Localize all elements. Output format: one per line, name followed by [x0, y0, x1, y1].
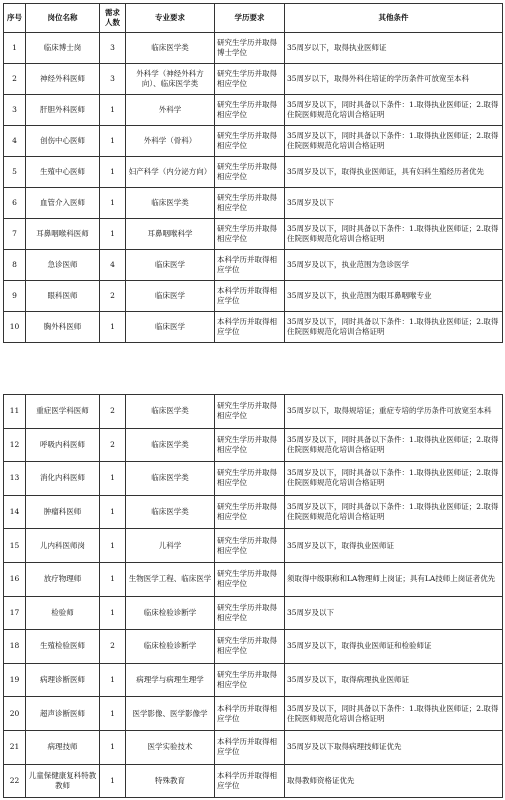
cell-seq: 9 — [4, 281, 26, 312]
cell-seq: 2 — [4, 64, 26, 95]
cell-other: 35周岁及以下，同时具备以下条件：1.取得执业医师证；2.取得住院医师规范化培训合格证明 — [285, 428, 503, 462]
cell-seq: 10 — [4, 312, 26, 343]
cell-degree: 研究生学历并取得相应学位 — [215, 95, 285, 126]
cell-degree: 本科学历并取得相应学位 — [215, 312, 285, 343]
cell-count: 1 — [100, 188, 126, 219]
cell-position: 胸外科医师 — [26, 312, 100, 343]
cell-other: 35周岁及以下，同时具备以下条件：1.取得执业医师证；2.取得住院医师规范化培训合格证明 — [285, 697, 503, 731]
cell-seq: 5 — [4, 157, 26, 188]
header-degree: 学历要求 — [215, 4, 285, 33]
cell-position: 超声诊断医师 — [26, 697, 100, 731]
cell-count: 2 — [100, 281, 126, 312]
cell-major: 耳鼻咽喉科学 — [126, 219, 215, 250]
cell-other: 35周岁及以下，取得执业医师证，具有妇科生殖经历者优先 — [285, 157, 503, 188]
cell-position: 耳鼻咽喉科医师 — [26, 219, 100, 250]
cell-count: 1 — [100, 312, 126, 343]
cell-seq: 15 — [4, 529, 26, 563]
cell-other: 35周岁及以下，同时具备以下条件：1.取得执业医师证；2.取得住院医师规范化培训合格证明 — [285, 462, 503, 496]
table-header-row — [4, 4, 503, 33]
cell-position: 放疗物理师 — [26, 562, 100, 596]
cell-seq: 7 — [4, 219, 26, 250]
cell-degree: 本科学历并取得相应学位 — [215, 764, 285, 798]
cell-seq: 22 — [4, 764, 26, 798]
cell-count: 1 — [100, 764, 126, 798]
table-row — [4, 630, 503, 664]
recruitment-table-part1 — [3, 3, 503, 343]
cell-degree: 研究生学历并取得相应学位 — [215, 428, 285, 462]
cell-position: 病理技师 — [26, 730, 100, 764]
cell-seq: 12 — [4, 428, 26, 462]
cell-position: 消化内科医师 — [26, 462, 100, 496]
cell-position: 呼吸内科医师 — [26, 428, 100, 462]
cell-other: 35周岁及以下，取得病理执业医师证 — [285, 663, 503, 697]
cell-other: 35周岁及以下，取得执业医师证 — [285, 529, 503, 563]
cell-major: 外科学（神经外科方向）、临床医学类 — [126, 64, 215, 95]
table-row — [4, 428, 503, 462]
cell-degree: 本科学历并取得相应学位 — [215, 697, 285, 731]
cell-degree: 研究生学历并取得相应学位 — [215, 395, 285, 429]
table-row — [4, 697, 503, 731]
cell-major: 临床医学 — [126, 281, 215, 312]
table-row — [4, 395, 503, 429]
cell-major: 临床医学类 — [126, 495, 215, 529]
cell-major: 临床检验诊断学 — [126, 596, 215, 630]
cell-count: 3 — [100, 33, 126, 64]
cell-seq: 18 — [4, 630, 26, 664]
cell-other: 35周岁及以下，同时具备以下条件：1.取得执业医师证；2.取得住院医师规范化培训合格证明 — [285, 219, 503, 250]
cell-degree: 研究生学历并取得相应学位 — [215, 157, 285, 188]
cell-count: 2 — [100, 395, 126, 429]
cell-seq: 17 — [4, 596, 26, 630]
table-row — [4, 596, 503, 630]
cell-major: 病理学与病理生理学 — [126, 663, 215, 697]
cell-position: 血管介入医师 — [26, 188, 100, 219]
cell-seq: 11 — [4, 395, 26, 429]
cell-other: 35周岁及以下取得病理技师证优先 — [285, 730, 503, 764]
cell-seq: 14 — [4, 495, 26, 529]
cell-other: 35周岁及以下，同时具备以下条件：1.取得执业医师证；2.取得住院医师规范化培训合格证明 — [285, 95, 503, 126]
cell-count: 1 — [100, 95, 126, 126]
cell-major: 临床医学类 — [126, 188, 215, 219]
table-row — [4, 95, 503, 126]
cell-position: 临床博士岗 — [26, 33, 100, 64]
cell-major: 医学实验技术 — [126, 730, 215, 764]
cell-degree: 研究生学历并取得博士学位 — [215, 33, 285, 64]
cell-degree: 本科学历并取得相应学位 — [215, 730, 285, 764]
table-row — [4, 529, 503, 563]
cell-position: 眼科医师 — [26, 281, 100, 312]
cell-major: 外科学（骨科） — [126, 126, 215, 157]
cell-degree: 研究生学历并取得相应学位 — [215, 64, 285, 95]
cell-other: 35周岁以下，取得规培证；重症专培的学历条件可放宽至本科 — [285, 395, 503, 429]
cell-seq: 8 — [4, 250, 26, 281]
cell-position: 生殖中心医师 — [26, 157, 100, 188]
recruitment-table-part2 — [3, 394, 503, 798]
cell-other: 35周岁及以下，取得执业医师证和检验师证 — [285, 630, 503, 664]
cell-other: 35周岁及以下 — [285, 188, 503, 219]
cell-count: 1 — [100, 462, 126, 496]
cell-count: 1 — [100, 495, 126, 529]
cell-degree: 本科学历并取得相应学位 — [215, 281, 285, 312]
cell-major: 医学影像、医学影像学 — [126, 697, 215, 731]
cell-other: 须取得中级职称和LA物理师上岗证；具有LA技师上岗证者优先 — [285, 562, 503, 596]
cell-degree: 研究生学历并取得相应学位 — [215, 219, 285, 250]
cell-count: 3 — [100, 64, 126, 95]
cell-position: 急诊医师 — [26, 250, 100, 281]
cell-degree: 研究生学历并取得相应学位 — [215, 188, 285, 219]
cell-seq: 4 — [4, 126, 26, 157]
cell-other: 取得教师资格证优先 — [285, 764, 503, 798]
cell-major: 临床医学类 — [126, 428, 215, 462]
cell-seq: 16 — [4, 562, 26, 596]
table-row — [4, 764, 503, 798]
cell-seq: 6 — [4, 188, 26, 219]
cell-position: 肿瘤科医师 — [26, 495, 100, 529]
cell-other: 35周岁及以下，同时具备以下条件：1.取得执业医师证；2.取得住院医师规范化培训合格证明 — [285, 126, 503, 157]
cell-other: 35周岁及以下，同时具备以下条件：1.取得执业医师证；2.取得住院医师规范化培训合格证明 — [285, 312, 503, 343]
page-break — [0, 369, 505, 394]
table-row — [4, 250, 503, 281]
cell-other: 35周岁及以下 — [285, 596, 503, 630]
cell-count: 1 — [100, 596, 126, 630]
cell-count: 2 — [100, 428, 126, 462]
cell-major: 临床医学类 — [126, 33, 215, 64]
cell-degree: 研究生学历并取得相应学位 — [215, 126, 285, 157]
cell-major: 临床检验诊断学 — [126, 630, 215, 664]
cell-count: 1 — [100, 529, 126, 563]
table-row — [4, 188, 503, 219]
cell-count: 1 — [100, 157, 126, 188]
header-seq: 序号 — [4, 4, 26, 33]
cell-count: 1 — [100, 562, 126, 596]
cell-degree: 研究生学历并取得相应学位 — [215, 562, 285, 596]
table-row — [4, 33, 503, 64]
cell-seq: 20 — [4, 697, 26, 731]
cell-major: 特殊教育 — [126, 764, 215, 798]
table-row — [4, 64, 503, 95]
cell-other: 35周岁及以下，执业范围为急诊医学 — [285, 250, 503, 281]
cell-seq: 21 — [4, 730, 26, 764]
table-row — [4, 312, 503, 343]
cell-position: 儿童保健康复科特教教师 — [26, 764, 100, 798]
cell-degree: 研究生学历并取得相应学位 — [215, 529, 285, 563]
cell-count: 4 — [100, 250, 126, 281]
cell-count: 1 — [100, 697, 126, 731]
cell-degree: 研究生学历并取得相应学位 — [215, 630, 285, 664]
header-major: 专业要求 — [126, 4, 215, 33]
header-count: 需求人数 — [100, 4, 126, 33]
cell-other: 35周岁及以下，同时具备以下条件：1.取得执业医师证；2.取得住院医师规范化培训合格证明 — [285, 495, 503, 529]
table-row — [4, 562, 503, 596]
header-other: 其他条件 — [285, 4, 503, 33]
table-row — [4, 495, 503, 529]
table-row — [4, 663, 503, 697]
cell-major: 临床医学类 — [126, 462, 215, 496]
cell-position: 检验师 — [26, 596, 100, 630]
cell-degree: 研究生学历并取得相应学位 — [215, 596, 285, 630]
cell-position: 生殖检验医师 — [26, 630, 100, 664]
table-row — [4, 281, 503, 312]
cell-other: 35周岁及以下，执业范围为眼耳鼻咽喉专业 — [285, 281, 503, 312]
cell-major: 生物医学工程、临床医学 — [126, 562, 215, 596]
cell-position: 重症医学科医师 — [26, 395, 100, 429]
cell-major: 临床医学 — [126, 312, 215, 343]
cell-count: 1 — [100, 730, 126, 764]
table-row — [4, 157, 503, 188]
cell-seq: 1 — [4, 33, 26, 64]
header-position: 岗位名称 — [26, 4, 100, 33]
cell-degree: 研究生学历并取得相应学位 — [215, 462, 285, 496]
cell-seq: 19 — [4, 663, 26, 697]
cell-seq: 3 — [4, 95, 26, 126]
cell-count: 1 — [100, 126, 126, 157]
table-row — [4, 462, 503, 496]
cell-count: 1 — [100, 219, 126, 250]
cell-other: 35周岁以下，取得外科住培证的学历条件可放宽至本科 — [285, 64, 503, 95]
cell-position: 病理诊断医师 — [26, 663, 100, 697]
cell-position: 创伤中心医师 — [26, 126, 100, 157]
cell-other: 35周岁以下，取得执业医师证 — [285, 33, 503, 64]
table-row — [4, 126, 503, 157]
cell-major: 儿科学 — [126, 529, 215, 563]
cell-count: 1 — [100, 663, 126, 697]
cell-position: 肝胆外科医师 — [26, 95, 100, 126]
cell-position: 神经外科医师 — [26, 64, 100, 95]
cell-position: 儿内科医师岗 — [26, 529, 100, 563]
cell-degree: 研究生学历并取得相应学位 — [215, 663, 285, 697]
cell-seq: 13 — [4, 462, 26, 496]
cell-major: 妇产科学（内分泌方向） — [126, 157, 215, 188]
cell-degree: 研究生学历并取得相应学位 — [215, 495, 285, 529]
table-row — [4, 730, 503, 764]
cell-major: 临床医学 — [126, 250, 215, 281]
cell-major: 临床医学类 — [126, 395, 215, 429]
table-row — [4, 219, 503, 250]
cell-degree: 本科学历并取得相应学位 — [215, 250, 285, 281]
cell-major: 外科学 — [126, 95, 215, 126]
cell-count: 2 — [100, 630, 126, 664]
